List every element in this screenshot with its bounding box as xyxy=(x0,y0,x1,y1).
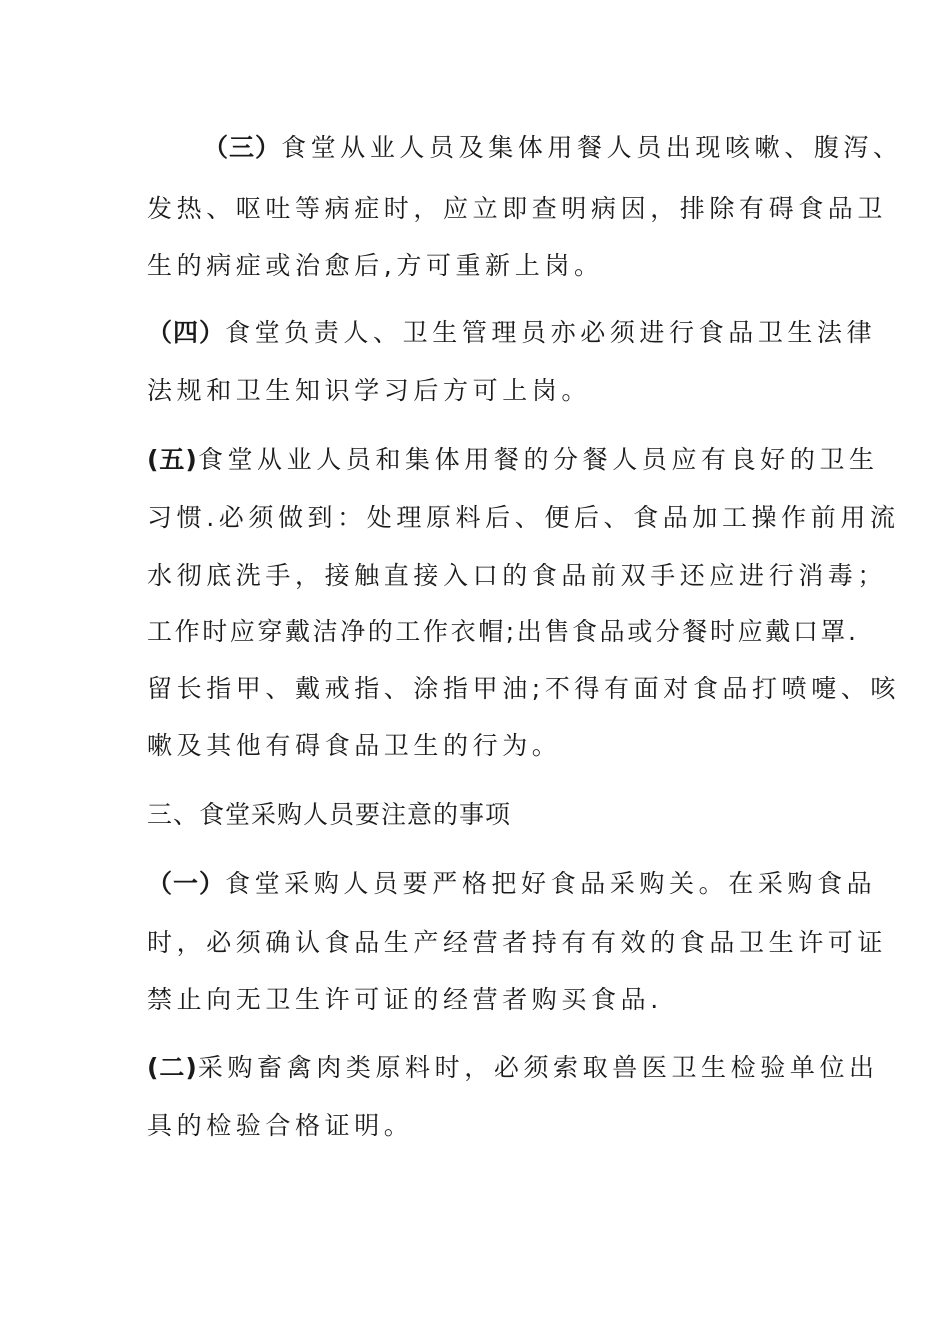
paragraph-5-line-4: 工作时应穿戴洁净的工作衣帽;出售食品或分餐时应戴口罩. xyxy=(147,617,859,646)
paragraph-5-line-3: 水彻底洗手，接触直接入口的食品前双手还应进行消毒； xyxy=(147,561,888,590)
paragraph-5-line-5: 留长指甲、戴戒指、涂指甲油;不得有面对食品打喷嚏、咳 xyxy=(147,674,901,703)
paragraph-4-line-2: 法规和卫生知识学习后方可上岗。 xyxy=(147,376,592,405)
section-3-paragraph-2-line-1 xyxy=(147,1053,879,1083)
paragraph-3-line-3: 生的病症或治愈后,方可重新上岗。 xyxy=(147,251,604,280)
paragraph-4-line-1 xyxy=(147,318,876,348)
section-3-paragraph-2-line-2: 具的检验合格证明。 xyxy=(147,1111,414,1140)
section-3-paragraph-1-line-1 xyxy=(147,869,876,899)
section-heading: 三、食堂采购人员要注意的事项 xyxy=(147,800,512,829)
section-3-paragraph-1-text: 食堂采购人员要严格把好食品采购关。在采购食品 xyxy=(225,869,877,898)
paragraph-5-line-1 xyxy=(147,445,879,475)
section-3-paragraph-2-text: 采购畜禽肉类原料时，必须索取兽医卫生检验单位出 xyxy=(197,1053,879,1082)
paragraph-3-line-2: 发热、呕吐等病症时，应立即查明病因，排除有碍食品卫 xyxy=(147,194,888,223)
paragraph-3-line-1 xyxy=(203,133,903,163)
section-3-paragraph-1-line-2: 时，必须确认食品生产经营者持有有效的食品卫生许可证 xyxy=(147,928,888,957)
paragraph-4-text: 食堂负责人、卫生管理员亦必须进行食品卫生法律 xyxy=(225,318,877,347)
paragraph-5-text: 食堂从业人员和集体用餐的分餐人员应有良好的卫生 xyxy=(197,445,879,474)
section-3-paragraph-2-marker: (二) xyxy=(147,1053,198,1082)
paragraph-3-marker: （三） xyxy=(203,133,282,162)
paragraph-5-marker: (五) xyxy=(147,445,198,474)
paragraph-5-line-6: 嗽及其他有碍食品卫生的行为。 xyxy=(147,731,562,760)
section-3-paragraph-1-marker: （一） xyxy=(147,869,226,898)
section-3-paragraph-1-line-3: 禁止向无卫生许可证的经营者购买食品. xyxy=(147,985,663,1014)
paragraph-5-line-2: 习惯.必须做到：处理原料后、便后、食品加工操作前用流 xyxy=(147,503,900,532)
paragraph-4-marker: （四） xyxy=(147,318,226,347)
paragraph-3-text: 食堂从业人员及集体用餐人员出现咳嗽、腹泻、 xyxy=(281,133,903,162)
